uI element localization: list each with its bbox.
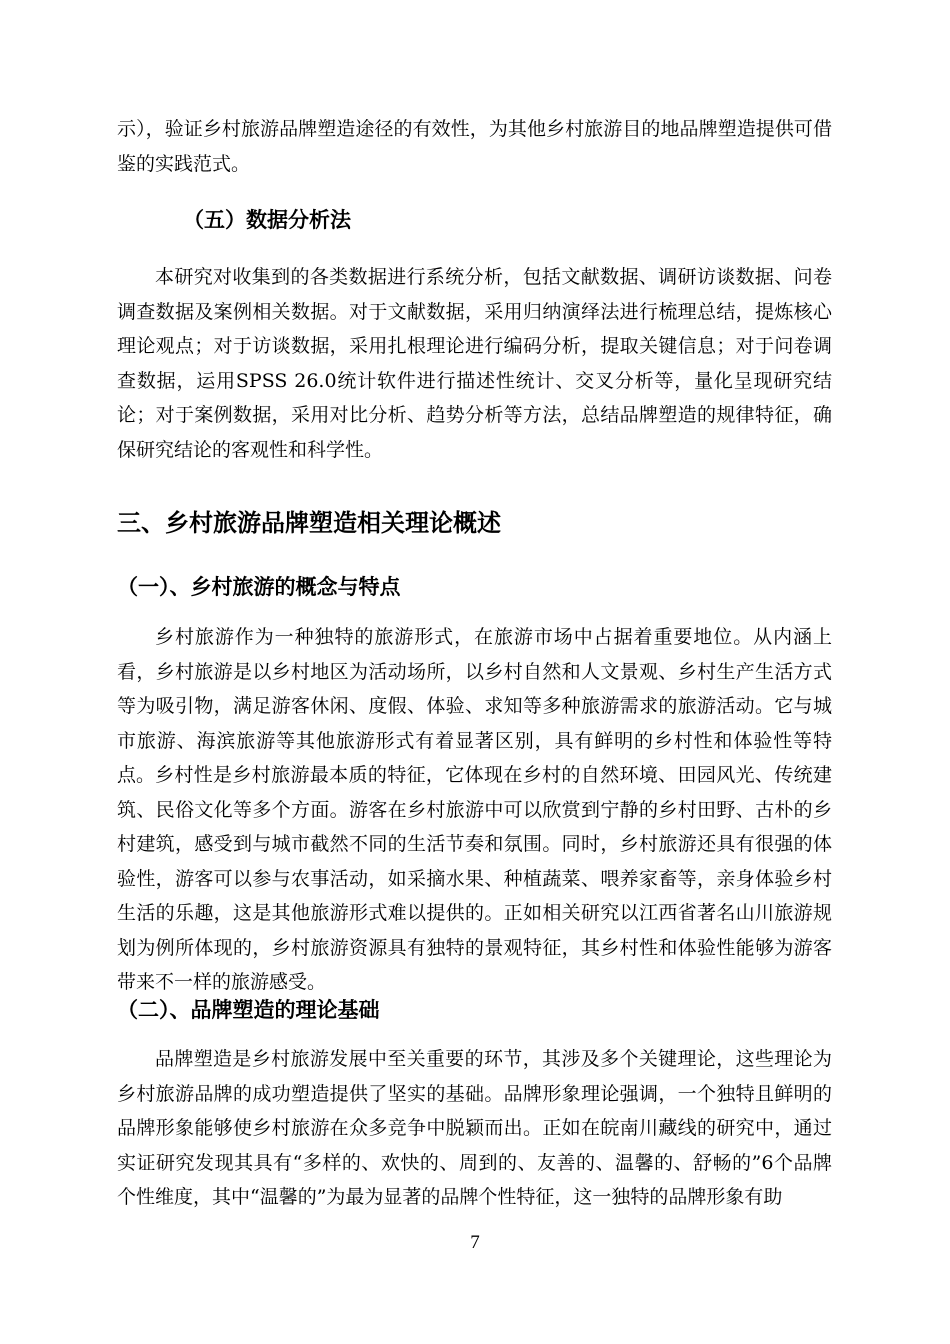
page-number: 7 <box>470 1232 480 1253</box>
chapter-heading: 三、乡村旅游品牌塑造相关理论概述 <box>117 509 501 537</box>
subsection-heading-brand-theory: （二）、品牌塑造的理论基础 <box>117 998 380 1022</box>
data-analysis-paragraph: 本研究对收集到的各类数据进行系统分析，包括文献数据、调研访谈数据、问卷调查数据及案例相关数据。对于文献数据，采用归纳演绎法进行梳理总结，提炼核心理论观点；对于访谈数据，采用扎根理论进行编码分析，提取关键信息；对于问卷调查数据，运用SPSS 26.0统计软件进行描述性统计、交叉分析等，量化呈现研究结论；对于案例数据，采用对比分析、趋势分析等方法，总结品牌塑造的规律特征，确保研究结论的客观性和科学性。 <box>117 266 832 461</box>
section-heading-data-analysis: （五）数据分析法 <box>183 208 351 232</box>
rural-tourism-paragraph-1: 乡村旅游作为一种独特的旅游形式，在旅游市场中占据着重要地位。从内涵上看，乡村旅游是以乡村地区为活动场所，以乡村自然和人文景观、乡村生产生活方式等为吸引物，满足游客休闲、度假、体验、求知等多种旅游需求的旅游活动。它与城市旅游、海滨旅游等其他旅游形式有着显著区别，具有鲜明的乡村性和体验性等特点。 <box>117 626 832 786</box>
subsection-heading-rural-tourism: （一）、乡村旅游的概念与特点 <box>117 575 401 599</box>
brand-theory-paragraph: 品牌塑造是乡村旅游发展中至关重要的环节，其涉及多个关键理论，这些理论为乡村旅游品牌的成功塑造提供了坚实的基础。品牌形象理论强调，一个独特且鲜明的品牌形象能够使乡村旅游在众多竞争中脱颖而出。正如在皖南川藏线的研究中，通过实证研究发现其具有“多样的、欢快的、周到的、友善的、温馨的、舒畅的”6个品牌个性维度，其中“温馨的”为最为显著的品牌个性特征，这一独特的品牌形象有助 <box>117 1048 832 1208</box>
rural-tourism-paragraph-2: 乡村性是乡村旅游最本质的特征，它体现在乡村的自然环境、田园风光、传统建筑、民俗文化等多个方面。游客在乡村旅游中可以欣赏到宁静的乡村田野、古朴的乡村建筑，感受到与城市截然不同的生活节奏和氛围。同时，乡村旅游还具有很强的体验性，游客可以参与农事活动，如采摘水果、种植蔬菜、喂养家畜等，亲身体验乡村生活的乐趣，这是其他旅游形式难以提供的。正如相关研究以江西省著名山川旅游规划为例所体现的，乡村旅游资源具有独特的景观特征，其乡村性和体验性能够为游客带来不一样的旅游感受。 <box>117 764 832 993</box>
continuation-paragraph: 示），验证乡村旅游品牌塑造途径的有效性，为其他乡村旅游目的地品牌塑造提供可借鉴的实践范式。 <box>117 118 832 175</box>
